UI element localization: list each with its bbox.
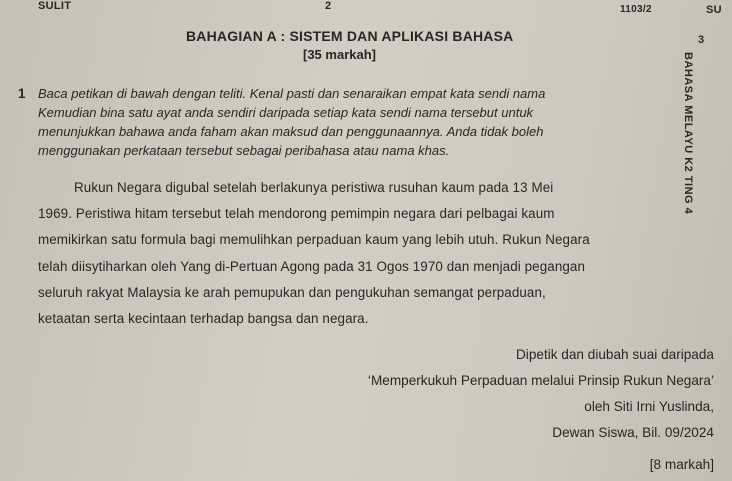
header-left: SULIT bbox=[38, 0, 72, 12]
question-marks: [8 markah] bbox=[649, 457, 714, 472]
passage-line: Rukun Negara digubal setelah berlakunya peristiwa rusuhan kaum pada 13 Mei bbox=[74, 180, 554, 195]
question-number: 1 bbox=[18, 86, 26, 101]
section-marks: [35 markah] bbox=[303, 47, 376, 62]
source-line: Dipetik dan diubah suai daripada bbox=[515, 347, 714, 362]
source-line: Dewan Siswa, Bil. 09/2024 bbox=[552, 425, 714, 440]
source-line: oleh Siti Irni Yuslinda, bbox=[584, 399, 714, 414]
passage-line: memikirkan satu formula bagi memulihkan perpaduan kaum yang lebih utuh. Rukun Negara bbox=[38, 232, 590, 247]
passage-line: 1969. Peristiwa hitam tersebut telah mendorong pemimpin negara dari pelbagai kaum bbox=[38, 206, 555, 221]
passage-line: telah diisytiharkan oleh Yang di-Pertuan Agong pada 31 Ogos 1970 dan menjadi pegangan bbox=[38, 259, 586, 274]
header-code: 1103/2 bbox=[620, 4, 652, 15]
next-page-number: 3 bbox=[698, 34, 705, 46]
source-line: ‘Memperkukuh Perpaduan melalui Prinsip Rukun Negara’ bbox=[367, 373, 714, 388]
side-tab: BAHASA MELAYU K2 TING 4 bbox=[682, 52, 694, 215]
header-page-number: 2 bbox=[325, 0, 332, 12]
instruction-line: menunjukkan bahawa anda faham akan maksud dan penggunaannya. Anda tidak boleh bbox=[38, 124, 544, 139]
instruction-line: Baca petikan di bawah dengan teliti. Kenal pasti dan senaraikan empat kata sendi nama bbox=[38, 86, 546, 101]
instruction-line: menggunakan perkataan tersebut sebagai peribahasa atau nama khas. bbox=[38, 143, 450, 158]
passage-line: ketaatan serta kecintaan terhadap bangsa dan negara. bbox=[38, 311, 369, 326]
passage-line: seluruh rakyat Malaysia ke arah pemupukan dan pengukuhan semangat perpaduan, bbox=[38, 285, 546, 300]
section-title: BAHAGIAN A : SISTEM DAN APLIKASI BAHASA bbox=[186, 28, 514, 44]
instruction-line: Kemudian bina satu ayat anda sendiri daripada setiap kata sendi nama tersebut untuk bbox=[38, 105, 534, 120]
header-right: SU bbox=[706, 4, 722, 16]
